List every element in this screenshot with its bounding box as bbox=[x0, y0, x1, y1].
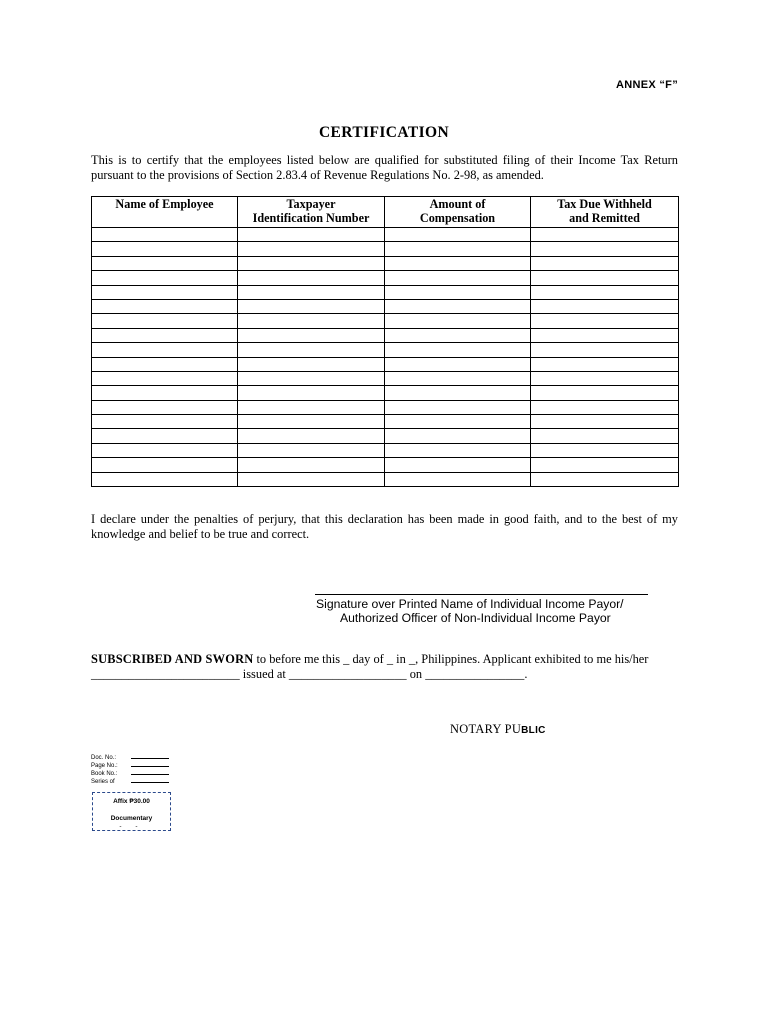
table-cell bbox=[92, 429, 238, 443]
document-title: CERTIFICATION bbox=[318, 124, 450, 141]
table-row bbox=[92, 472, 679, 486]
table-cell bbox=[531, 400, 679, 414]
table-cell bbox=[238, 256, 385, 270]
table-row bbox=[92, 328, 679, 342]
table-cell bbox=[238, 314, 385, 328]
series-label: Series of bbox=[91, 779, 115, 785]
table-cell bbox=[531, 271, 679, 285]
table-cell bbox=[92, 285, 238, 299]
table-cell bbox=[238, 400, 385, 414]
table-cell bbox=[531, 314, 679, 328]
doc-no-line bbox=[131, 752, 169, 759]
table-row bbox=[92, 314, 679, 328]
sworn-bold-text: SUBSCRIBED AND SWORN bbox=[91, 652, 254, 666]
col-header-tax-line1: Tax Due Withheld bbox=[557, 197, 652, 211]
table-cell bbox=[92, 271, 238, 285]
table-cell bbox=[385, 328, 531, 342]
table-cell bbox=[385, 429, 531, 443]
table-row bbox=[92, 228, 679, 242]
table-cell bbox=[92, 256, 238, 270]
table-row bbox=[92, 299, 679, 313]
table-cell bbox=[238, 228, 385, 242]
table-cell bbox=[92, 299, 238, 313]
table-cell bbox=[385, 228, 531, 242]
table-cell bbox=[531, 458, 679, 472]
col-header-amount-line2: Compensation bbox=[419, 210, 496, 225]
table-cell bbox=[238, 415, 385, 429]
table-cell bbox=[238, 357, 385, 371]
table-cell bbox=[92, 386, 238, 400]
table-cell bbox=[92, 371, 238, 385]
intro-paragraph: This is to certify that the employees listed below are qualified for substituted filing of their Income Tax Return pursuant to the provisions of Section 2.83.4 of Revenue Regulations No. 2-98, as amended. bbox=[91, 153, 678, 182]
employee-table bbox=[91, 196, 679, 487]
table-row bbox=[92, 242, 679, 256]
col-header-name-text: Name of Employee bbox=[115, 197, 214, 211]
table-cell bbox=[385, 400, 531, 414]
table-cell bbox=[238, 285, 385, 299]
table-row bbox=[92, 443, 679, 457]
table-row bbox=[92, 458, 679, 472]
table-cell bbox=[92, 242, 238, 256]
table-cell bbox=[385, 314, 531, 328]
col-header-tin-line2: Identification Number bbox=[252, 210, 370, 225]
table-row bbox=[92, 371, 679, 385]
table-cell bbox=[531, 371, 679, 385]
table-cell bbox=[385, 472, 531, 486]
table-cell bbox=[531, 242, 679, 256]
page-no-label: Page No.: bbox=[91, 763, 118, 769]
table-cell bbox=[385, 299, 531, 313]
table-cell bbox=[385, 386, 531, 400]
table-cell bbox=[385, 343, 531, 357]
table-cell bbox=[385, 242, 531, 256]
table-cell bbox=[238, 343, 385, 357]
col-header-tax-line2: and Remitted bbox=[569, 210, 640, 225]
series-line bbox=[131, 776, 169, 783]
signature-caption-line1: Signature over Printed Name of Individual Income Payor/ bbox=[316, 597, 624, 611]
table-cell bbox=[531, 415, 679, 429]
notary-public-label bbox=[450, 722, 546, 737]
table-cell bbox=[385, 415, 531, 429]
table-cell bbox=[92, 328, 238, 342]
notary-part1: NOTARY PU bbox=[450, 722, 522, 736]
table-cell bbox=[238, 386, 385, 400]
table-cell bbox=[92, 314, 238, 328]
table-row bbox=[92, 400, 679, 414]
table-cell bbox=[531, 285, 679, 299]
documentary-stamp-box bbox=[92, 792, 171, 831]
stamp-line1: Affix ₱30.00 bbox=[113, 798, 150, 805]
table-cell bbox=[92, 357, 238, 371]
notary-part2: BLIC bbox=[521, 725, 546, 736]
declaration-paragraph: I declare under the penalties of perjury, that this declaration has been made in good faith, and to the best of my knowledge and belief to be true and correct. bbox=[91, 512, 678, 541]
table-row bbox=[92, 343, 679, 357]
table-cell bbox=[238, 472, 385, 486]
table-row bbox=[92, 415, 679, 429]
table-cell bbox=[531, 228, 679, 242]
table-cell bbox=[531, 429, 679, 443]
sworn-text: to before me this _ day of _ in _, Philippines. Applicant exhibited to me his/her ________________________ issued at ___________________ on ________________. bbox=[91, 652, 649, 681]
table-cell bbox=[531, 443, 679, 457]
table-cell bbox=[385, 285, 531, 299]
table-cell bbox=[238, 458, 385, 472]
table-cell bbox=[238, 328, 385, 342]
table-cell bbox=[238, 242, 385, 256]
table-row bbox=[92, 429, 679, 443]
table-cell bbox=[385, 443, 531, 457]
table-cell bbox=[238, 371, 385, 385]
table-cell bbox=[238, 271, 385, 285]
table-cell bbox=[531, 472, 679, 486]
table-cell bbox=[531, 299, 679, 313]
book-no-label: Book No.: bbox=[91, 771, 118, 777]
table-cell bbox=[92, 443, 238, 457]
table-cell bbox=[92, 400, 238, 414]
table-row bbox=[92, 271, 679, 285]
table-cell bbox=[531, 386, 679, 400]
table-cell bbox=[531, 343, 679, 357]
table-cell bbox=[385, 271, 531, 285]
sworn-paragraph bbox=[91, 652, 678, 682]
table-body bbox=[92, 228, 679, 487]
table-cell bbox=[238, 299, 385, 313]
doc-no-label: Doc. No.: bbox=[91, 755, 117, 761]
table-row bbox=[92, 256, 679, 270]
col-header-amount-line1: Amount of bbox=[429, 197, 486, 211]
table-row bbox=[92, 357, 679, 371]
col-header-tin bbox=[238, 197, 385, 228]
table-cell bbox=[238, 443, 385, 457]
col-header-name bbox=[92, 197, 238, 228]
table-cell bbox=[531, 357, 679, 371]
book-no-line bbox=[131, 768, 169, 775]
stamp-dashes: - - bbox=[119, 823, 144, 830]
col-header-amount bbox=[385, 197, 531, 228]
table-cell bbox=[385, 458, 531, 472]
table-cell bbox=[531, 328, 679, 342]
table-cell bbox=[385, 256, 531, 270]
signature-line bbox=[315, 594, 648, 595]
annex-label: ANNEX “F” bbox=[616, 79, 678, 91]
table-cell bbox=[531, 256, 679, 270]
table-cell bbox=[92, 472, 238, 486]
stamp-line2: Documentary bbox=[110, 815, 153, 822]
col-header-tin-line1: Taxpayer bbox=[286, 197, 336, 211]
table-row bbox=[92, 285, 679, 299]
table-cell bbox=[92, 415, 238, 429]
page-no-line bbox=[131, 760, 169, 767]
table-cell bbox=[385, 371, 531, 385]
table-cell bbox=[238, 429, 385, 443]
table-cell bbox=[385, 357, 531, 371]
table-cell bbox=[92, 343, 238, 357]
col-header-tax bbox=[531, 197, 679, 228]
signature-caption-line2: Authorized Officer of Non-Individual Income Payor bbox=[340, 611, 611, 625]
table-cell bbox=[92, 458, 238, 472]
series-row bbox=[91, 776, 169, 786]
table-row bbox=[92, 386, 679, 400]
table-cell bbox=[92, 228, 238, 242]
table-header-row bbox=[92, 197, 679, 228]
